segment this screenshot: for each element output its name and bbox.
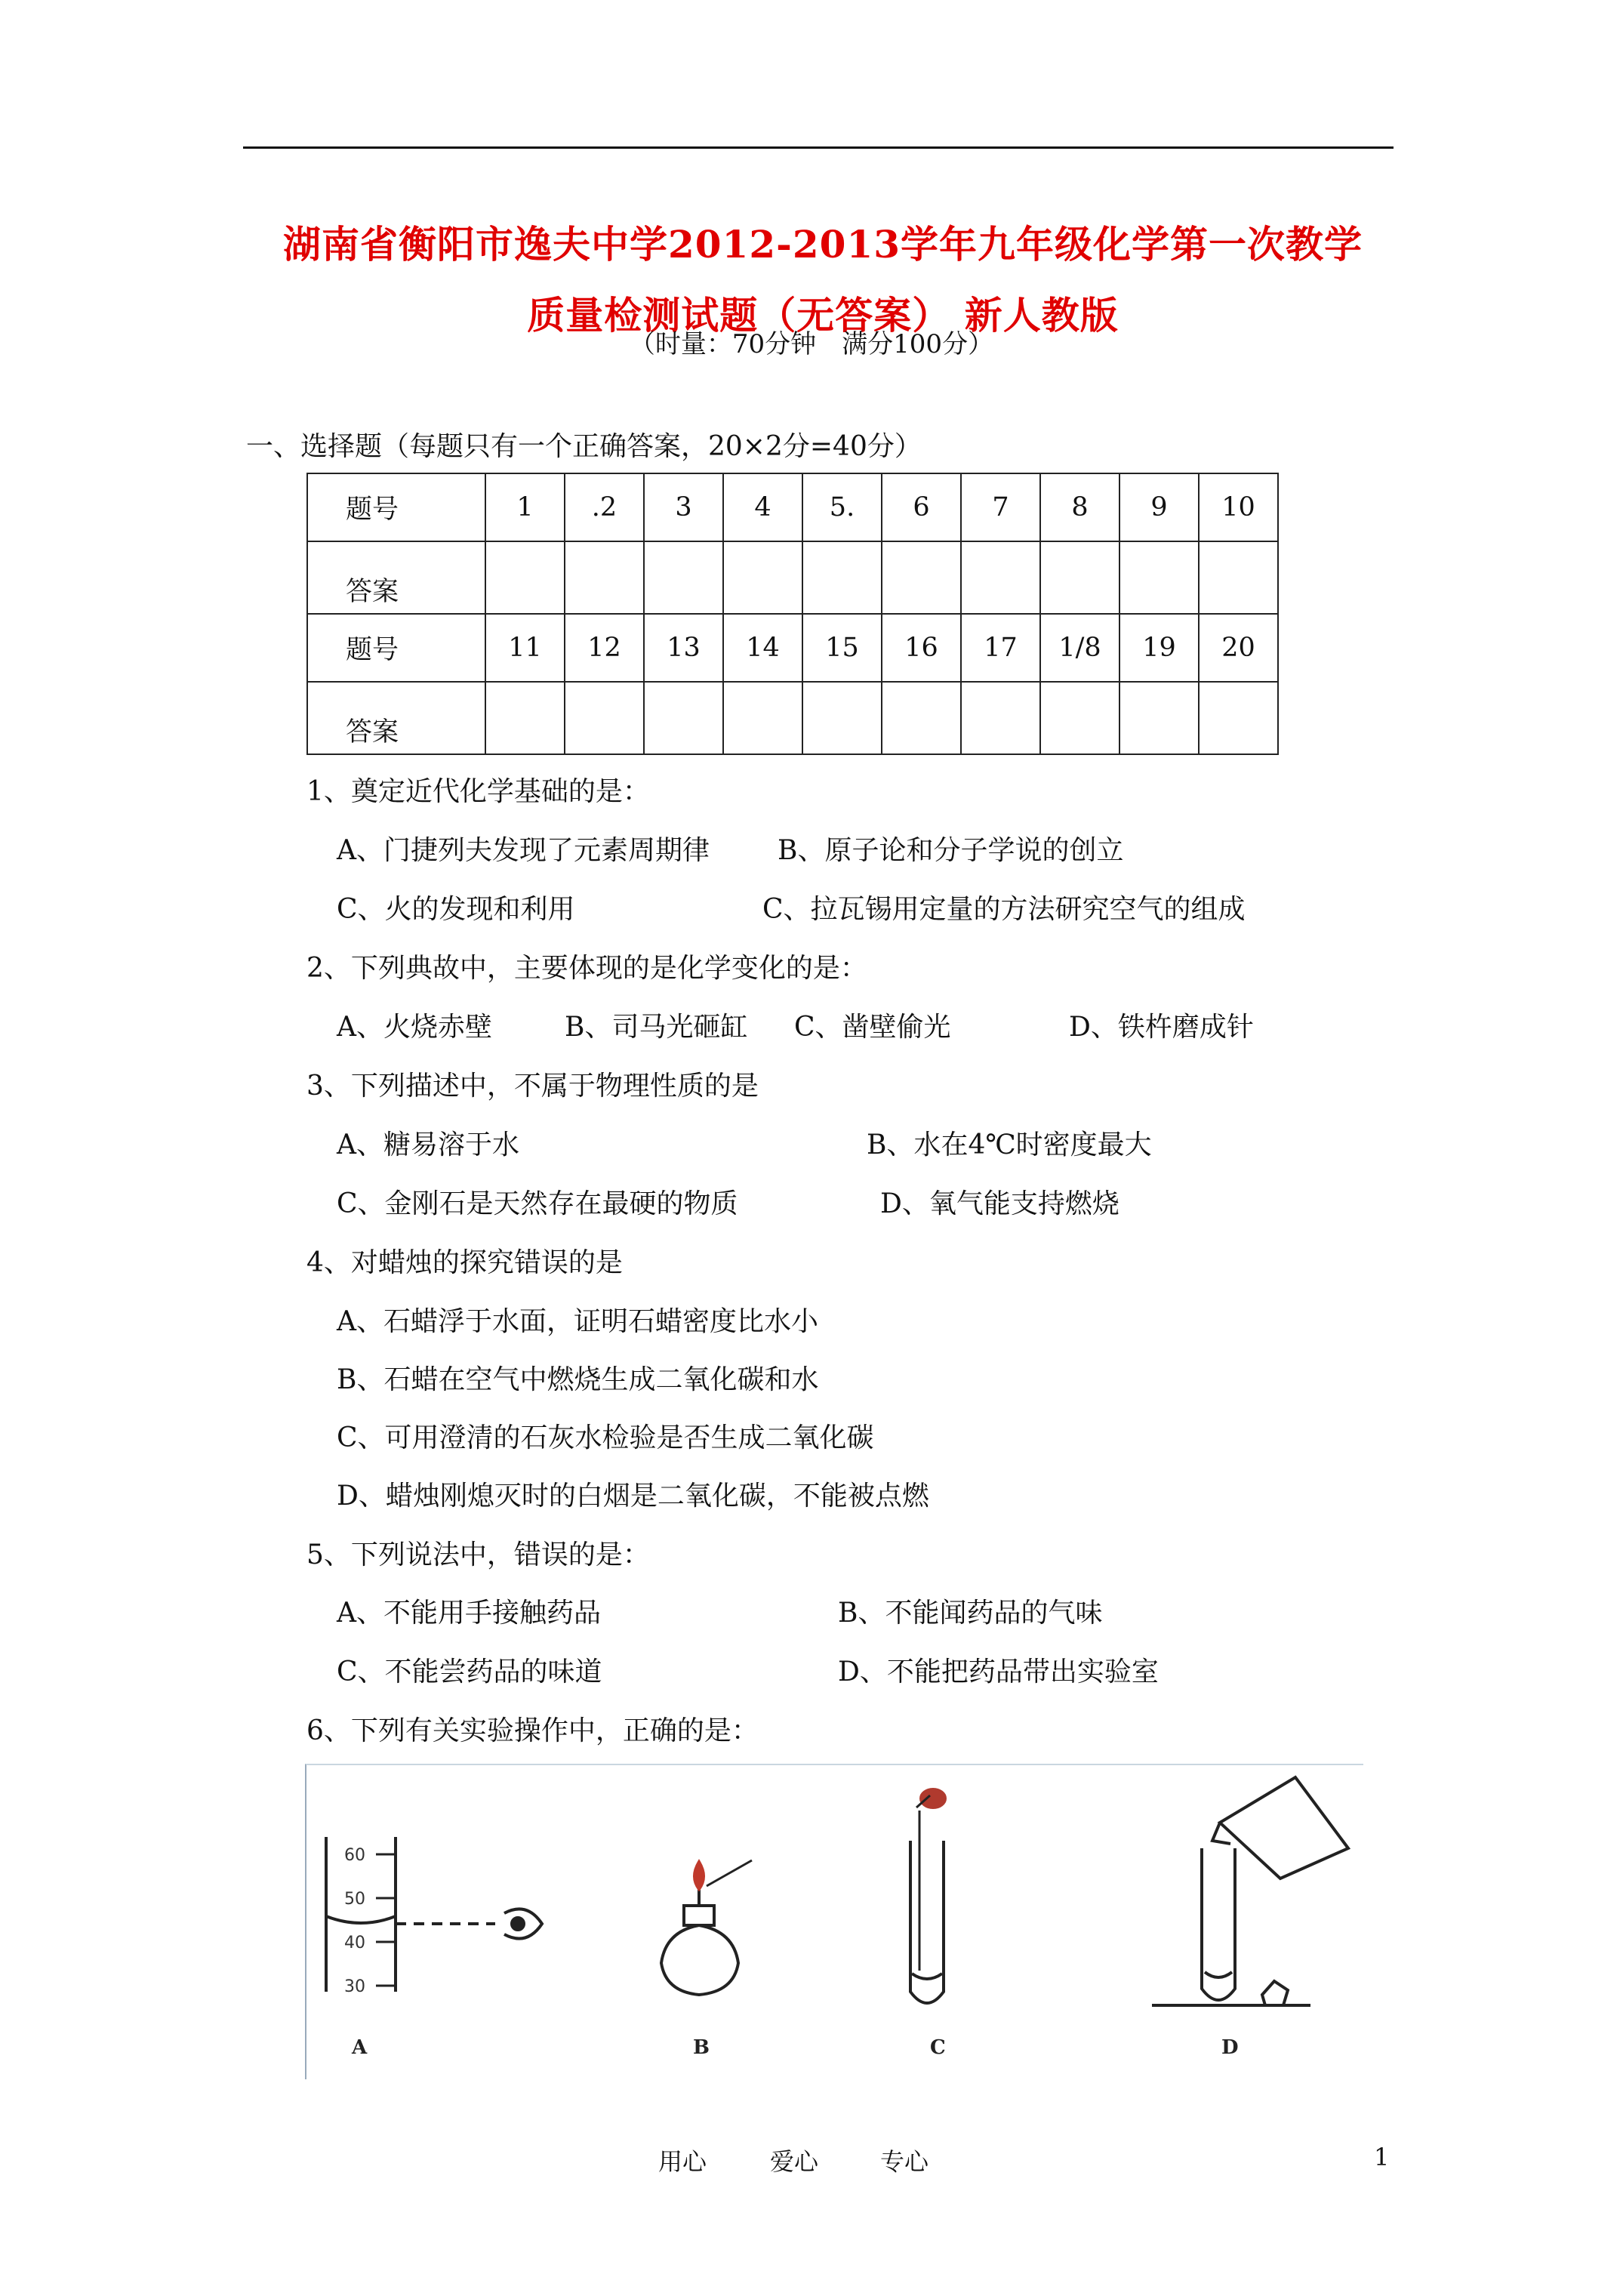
table-row [307,614,1278,682]
table-row [307,682,1278,754]
answer-cell[interactable] [565,682,644,754]
answer-cell[interactable] [1119,541,1199,614]
figure-d-pouring [1152,1777,1348,2005]
figure-label-d: D [1221,2036,1239,2059]
question-3-option-d: D、氧气能支持燃烧 [880,1188,1119,1219]
reagent-bottle [1220,1777,1348,1878]
number-cell: 17 [961,614,1040,682]
number-cell: 3 [644,473,723,541]
liquid-level [1205,1972,1232,1977]
question-5-option-a: A、不能用手接触药品 [337,1598,601,1629]
number-cell: 19 [1119,614,1199,682]
dropper-bulb [921,1789,945,1808]
eye-pupil-icon [512,1918,524,1930]
figure-label-c: C [930,2036,946,2059]
question-6-stem: 6、下列有关实验操作中，正确的是： [306,1715,759,1746]
question-1-option-c2: C、拉瓦锡用定量的方法研究空气的组成 [762,894,1246,925]
question-5-option-c: C、不能尝药品的味道 [337,1657,602,1687]
number-cell: 13 [644,614,723,682]
row-label: 答案 [307,541,485,614]
answer-cell[interactable] [1119,682,1199,754]
answer-cell[interactable] [485,541,565,614]
lamp-neck [684,1906,714,1925]
answer-table [306,473,1279,755]
number-cell: 14 [723,614,802,682]
question-3-option-a: A、糖易溶于水 [337,1130,519,1160]
answer-cell[interactable] [485,682,565,754]
liquid-level [912,1974,942,1979]
figure-b-alcohol-lamp [661,1860,752,1995]
question-1-option-b: B、原子论和分子学说的创立 [778,835,1124,866]
question-2-option-d: D、铁杵磨成针 [1069,1012,1254,1043]
answer-cell[interactable] [802,541,882,614]
scale-label: 30 [344,1977,365,1996]
lamp-body [661,1925,738,1995]
answer-cell[interactable] [723,541,802,614]
question-4-option-a: A、石蜡浮于水面，证明石蜡密度比水小 [337,1306,818,1337]
number-cell: 12 [565,614,644,682]
header-rule [243,146,1394,149]
answer-cell[interactable] [565,541,644,614]
figure-label-b: B [693,2036,710,2059]
number-cell: 1 [485,473,565,541]
title-line-2: 质量检测试题（无答案） 新人教版 [527,293,1119,337]
scale-label: 50 [344,1890,365,1909]
question-1-option-c: C、火的发现和利用 [337,894,575,925]
answer-cell[interactable] [961,541,1040,614]
exam-meta: （时量：70分钟 满分100分） [629,329,994,359]
lab-operations-figure [305,1764,1363,2079]
number-cell: 8 [1040,473,1119,541]
question-4-option-c: C、可用澄清的石灰水检验是否生成二氧化碳 [337,1422,874,1453]
number-cell: 16 [882,614,961,682]
question-3-option-b: B、水在4℃时密度最大 [867,1130,1152,1160]
table-row [307,541,1278,614]
row-label: 题号 [307,473,485,541]
number-cell: 15 [802,614,882,682]
number-cell: 5. [802,473,882,541]
row-label: 题号 [307,614,485,682]
number-cell: 10 [1199,473,1278,541]
question-2-option-c: C、凿壁偷光 [794,1012,951,1043]
answer-cell[interactable] [882,682,961,754]
section-heading: 一、选择题（每题只有一个正确答案，20×2分=40分） [246,431,922,462]
question-3-stem: 3、下列描述中，不属于物理性质的是 [306,1071,759,1102]
question-1-option-a: A、门捷列夫发现了元素周期律 [337,835,710,866]
question-5-option-d: D、不能把药品带出实验室 [838,1657,1159,1687]
number-cell: 9 [1119,473,1199,541]
question-5-stem: 5、下列说法中，错误的是： [306,1539,650,1570]
scale-label: 40 [344,1934,365,1952]
answer-cell[interactable] [802,682,882,754]
title-line-1: 湖南省衡阳市逸夫中学2012-2013学年九年级化学第一次教学 [282,222,1363,267]
number-cell: .2 [565,473,644,541]
answer-cell[interactable] [882,541,961,614]
row-label: 答案 [307,682,485,754]
figure-svg [306,1765,1363,2079]
page-number: 1 [1374,2143,1390,2171]
number-cell: 11 [485,614,565,682]
liquid-meniscus [326,1916,396,1923]
scale-label: 60 [344,1846,365,1865]
footer-item-2: 爱心 [770,2147,819,2176]
figure-label-a: A [352,2036,368,2059]
question-4-stem: 4、对蜡烛的探究错误的是 [306,1247,623,1278]
question-2-option-a: A、火烧赤壁 [337,1012,492,1043]
answer-cell[interactable] [1040,682,1119,754]
answer-cell[interactable] [1199,541,1278,614]
question-1-stem: 1、奠定近代化学基础的是： [306,776,650,807]
question-2-option-b: B、司马光砸缸 [565,1012,748,1043]
number-cell: 6 [882,473,961,541]
answer-cell[interactable] [644,682,723,754]
answer-cell[interactable] [644,541,723,614]
footer-item-1: 用心 [658,2147,707,2176]
question-2-stem: 2、下列典故中，主要体现的是化学变化的是： [306,953,867,984]
question-3-option-c: C、金刚石是天然存在最硬的物质 [337,1188,738,1219]
number-cell: 1/8 [1040,614,1119,682]
table-row [307,473,1278,541]
question-4-option-b: B、石蜡在空气中燃烧生成二氧化碳和水 [337,1364,819,1395]
figure-c-dropper [910,1789,945,2003]
footer-item-3: 专心 [880,2147,929,2176]
question-5-option-b: B、不能闻药品的气味 [838,1598,1103,1629]
number-cell: 4 [723,473,802,541]
flame-icon [694,1862,704,1889]
answer-cell[interactable] [1199,682,1278,754]
question-4-option-d: D、蜡烛刚熄灭时的白烟是二氧化碳，不能被点燃 [337,1481,929,1512]
number-cell: 7 [961,473,1040,541]
answer-cell[interactable] [1040,541,1119,614]
number-cell: 20 [1199,614,1278,682]
bottle-stopper [1262,1981,1288,2005]
answer-cell[interactable] [723,682,802,754]
match-stick [707,1860,752,1886]
answer-cell[interactable] [961,682,1040,754]
